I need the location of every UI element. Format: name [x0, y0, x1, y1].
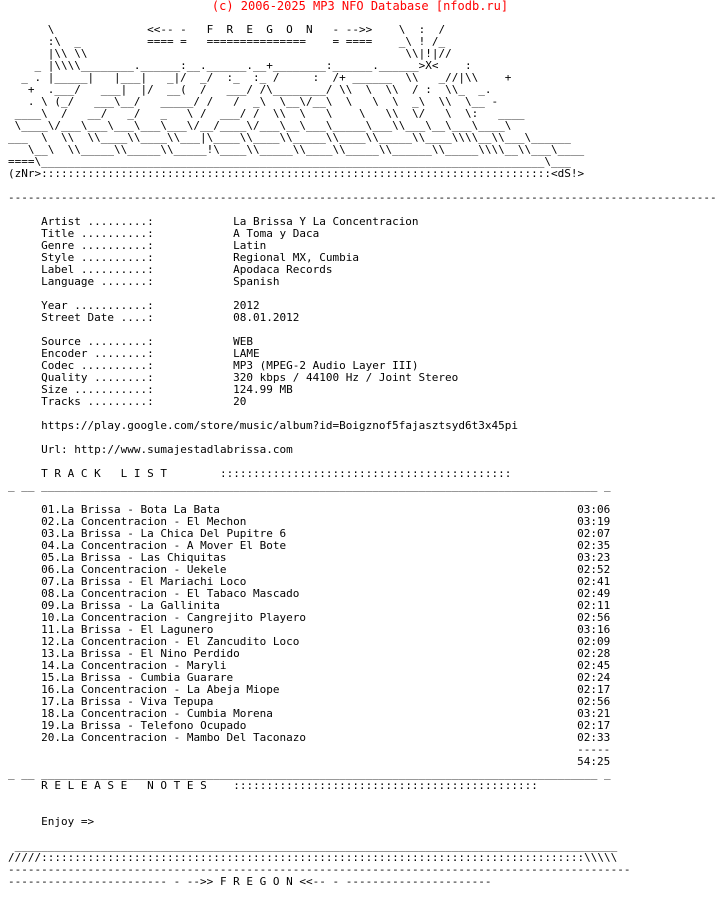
field-value: Regional MX, Cumbia: [233, 251, 359, 264]
field-label: Language .......:: [41, 275, 154, 288]
track-time: 03:23: [577, 551, 611, 564]
total-rule: -----: [577, 743, 611, 756]
field-label: Quality ........:: [41, 371, 154, 384]
field-value: Latin: [233, 239, 267, 252]
field-value: WEB: [233, 335, 253, 348]
nfodb-copyright-header: [0, 0, 720, 12]
track-time: 02:28: [577, 647, 611, 660]
ascii-art-line: + .___/ ___| |/ __( / ___/ /\________/ \\ \ \\ / : \\_ _.: [8, 83, 492, 96]
field-tracks: [8, 396, 717, 408]
field-value: Spanish: [233, 275, 280, 288]
field-value: Apodaca Records: [233, 263, 333, 276]
field-value: La Brissa Y La Concentracion: [233, 215, 419, 228]
release-notes-heading: R E L E A S E N O T E S: [41, 779, 207, 792]
store-url: https://play.google.com/store/music/album?id=Boigznof5fajasztsyd6t3x45pi: [41, 419, 518, 432]
track-name: 16.La Concentracion - La Abeja Miope: [41, 683, 280, 696]
track-name: 13.La Brissa - El Nino Perdido: [41, 647, 240, 660]
field-value: 20: [233, 395, 247, 408]
track-time: 02:24: [577, 671, 611, 684]
track-time: 03:06: [577, 503, 611, 516]
field-label: Source .........:: [41, 335, 154, 348]
track-time: 02:35: [577, 539, 611, 552]
website-line: [8, 444, 717, 456]
track-name: 02.La Concentracion - El Mechon: [41, 515, 247, 528]
field-label: Encoder ........:: [41, 347, 154, 360]
field-value: 124.99 MB: [233, 383, 293, 396]
ascii-art-line: _ . |_____| |___| _|/ _/ :_ :_ / : /+ ______ \\ _//|\\ +: [8, 71, 512, 84]
release-notes-dots: ::::::::::::::::::::::::::::::::::::::::::::::: [233, 779, 538, 792]
track-name: 10.La Concentracion - Cangrejito Playero: [41, 611, 307, 624]
section-rule: _ __ ____________________________________________________________________________________ _: [8, 479, 611, 492]
field-value: 2012: [233, 299, 260, 312]
track-time: 03:19: [577, 515, 611, 528]
track-time: 02:17: [577, 683, 611, 696]
znr-separator: (zNr>:::::::::::::::::::::::::::::::::::::::::::::::::::::::::::::::::::::::::::::<dS!>: [8, 167, 585, 180]
footer-signature: [8, 876, 717, 888]
track-time: 02:07: [577, 527, 611, 540]
track-name: 03.La Brissa - La Chica Del Pupitre 6: [41, 527, 287, 540]
copyright-text: (c) 2006-2025 MP3 NFO Database [nfodb.ru]: [211, 0, 509, 13]
field-value: A Toma y Daca: [233, 227, 320, 240]
footer-rule: ----------------------------------------------------------------------------------------------: [8, 863, 631, 876]
field-label: Codec ..........:: [41, 359, 154, 372]
track-name: 09.La Brissa - La Gallinita: [41, 599, 220, 612]
total-rule-row: [8, 744, 717, 756]
track-time: 03:16: [577, 623, 611, 636]
track-time: 02:11: [577, 599, 611, 612]
ascii-art-line: ____\ / __/ _/ _ \ / ___/ / \\ \ \ \ \\ \/ \ \: ____: [8, 107, 525, 120]
track-name: 06.La Concentracion - Uekele: [41, 563, 227, 576]
track-name: 18.La Concentracion - Cumbia Morena: [41, 707, 273, 720]
store-link-line: [8, 420, 717, 432]
website-url: http://www.sumajestadlabrissa.com: [74, 443, 293, 456]
ascii-art-line: |\\ \\ \\|!|//: [8, 47, 452, 60]
field-value: LAME: [233, 347, 260, 360]
field-value: 320 kbps / 44100 Hz / Joint Stereo: [233, 371, 459, 384]
field-label: Title ..........:: [41, 227, 154, 240]
track-name: 07.La Brissa - El Mariachi Loco: [41, 575, 247, 588]
tracklist-heading: T R A C K L I S T: [41, 467, 167, 480]
field-language: [8, 276, 717, 288]
tracklist-dots: ::::::::::::::::::::::::::::::::::::::::::::: [219, 467, 512, 480]
ascii-art-line: ====\____________________________________________________________________________\___: [8, 155, 571, 168]
track-name: 04.La Concentracion - A Mover El Bote: [41, 539, 287, 552]
field-label: Label ..........:: [41, 263, 154, 276]
track-time: 02:45: [577, 659, 611, 672]
footer-sign-left: ------------------------ - -->>: [8, 875, 214, 888]
track-name: 15.La Brissa - Cumbia Guarare: [41, 671, 234, 684]
field-label: Tracks .........:: [41, 395, 154, 408]
track-name: 01.La Brissa - Bota La Bata: [41, 503, 220, 516]
track-name: 14.La Concentracion - Maryli: [41, 659, 227, 672]
track-name: 05.La Brissa - Las Chiquitas: [41, 551, 227, 564]
track-time: 02:49: [577, 587, 611, 600]
footer-slash-line: /////::::::::::::::::::::::::::::::::::::::::::::::::::::::::::::::::::::::::::::::::::\\\\\: [8, 851, 618, 864]
field-label: Style ..........:: [41, 251, 154, 264]
blank-line: [8, 804, 717, 816]
ascii-art-line: \ <<-- - F R E G O N - -->> \ : /: [8, 23, 446, 36]
url-label: Url:: [41, 443, 68, 456]
field-label: Artist .........:: [41, 215, 154, 228]
total-time: 54:25: [577, 755, 611, 768]
field-label: Year ...........:: [41, 299, 154, 312]
enjoy-text: Enjoy =>: [41, 815, 95, 828]
track-name: 11.La Brissa - El Lagunero: [41, 623, 214, 636]
track-time: 02:56: [577, 611, 611, 624]
footer-sign-name: F R E G O N: [219, 875, 293, 888]
track-name: 08.La Concentracion - El Tabaco Mascado: [41, 587, 300, 600]
track-time: 02:41: [577, 575, 611, 588]
field-value: 08.01.2012: [233, 311, 300, 324]
track-name: 20.La Concentracion - Mambo Del Taconazo: [41, 731, 307, 744]
track-time: 02:52: [577, 563, 611, 576]
track-name: 17.La Brissa - Viva Tepupa: [41, 695, 214, 708]
track-time: 03:21: [577, 707, 611, 720]
field-label: Size ...........:: [41, 383, 154, 396]
track-time: 02:56: [577, 695, 611, 708]
field-label: Street Date ....:: [41, 311, 154, 324]
track-name: 19.La Brissa - Telefono Ocupado: [41, 719, 247, 732]
track-row: [8, 732, 717, 744]
fregon-ascii-logo: [8, 24, 717, 168]
enjoy-line: [8, 816, 717, 828]
footer-top-rule: ___________________________________________________________________________________________: [8, 839, 618, 852]
field-label: Genre ..........:: [41, 239, 154, 252]
footer-sign-right: <<-- - ----------------------: [299, 875, 492, 888]
field-value: MP3 (MPEG-2 Audio Layer III): [233, 359, 419, 372]
track-time: 02:09: [577, 635, 611, 648]
track-time: 02:33: [577, 731, 611, 744]
ascii-art-line: _ |\\\\________.______:__.______.__+________:______.______>X< :: [8, 59, 472, 72]
section-rule: _ __ ____________________________________________________________________________________ _: [8, 767, 611, 780]
ascii-art-line: . \ (_/ ___\__/ _____/ / / _\ \__\/__\ \ \ \ _\ \\ \__ -: [8, 95, 499, 108]
ascii-art-line: \____\/___\___\___\___\___\/__/____\/___\__\___\_____\___\\___\__\___\____\: [8, 119, 512, 132]
track-time: 02:17: [577, 719, 611, 732]
field-street-date: [8, 312, 717, 324]
horizontal-rule: -----------------------------------------------------------------------------------------------------------: [8, 191, 717, 204]
track-name: 12.La Concentracion - El Zancudito Loco: [41, 635, 300, 648]
release-notes-heading-line: [8, 780, 717, 792]
ascii-art-line: ___ \ \\ \\____\\____\\___|\____\\____\\_____\\____\\_____\\____\\\\__\\___\______: [8, 131, 571, 144]
ascii-art-line: :\ _ ==== = =============== = ==== _\ ! /_: [8, 35, 446, 48]
ascii-art-line: \__\ \\_____\\_____\\_____!\____\\_____\\____\\_____\\______\\_____\\\\__\\___\____: [8, 143, 585, 156]
blank-line: [8, 792, 717, 804]
nfo-document: [8, 24, 717, 888]
